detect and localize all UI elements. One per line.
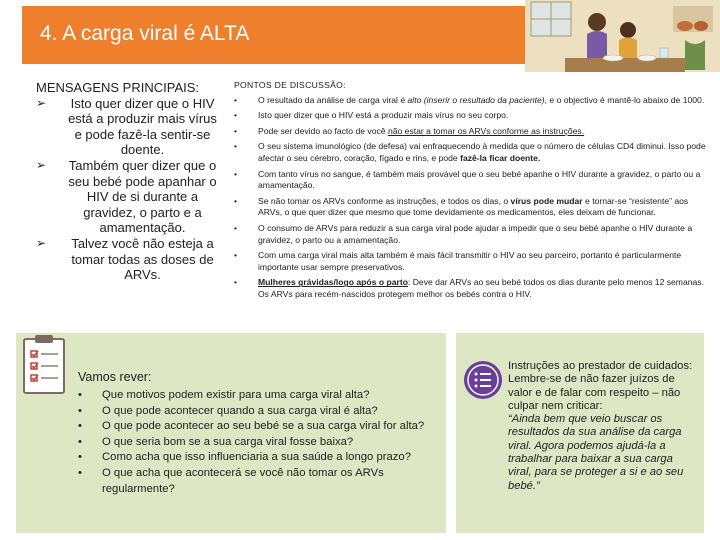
text: Com tanto vírus no sangue, é também mais provável que o seu bebé apanhe o HIV durante a gravidez, o parto ou a amamentação. <box>258 168 701 191</box>
key-messages <box>36 80 221 283</box>
review-item: • Que motivos podem existir para uma carga viral alta? <box>78 388 442 404</box>
discussion-list <box>234 95 712 301</box>
discussion-points <box>234 80 712 305</box>
text: : Deve dar ARVs ao seu bebé todos os dias durante pelo menos 12 semanas. Os ARVs para recém-nascidos protegem melhor os bebés contra o HIV. <box>258 277 704 299</box>
text: Isto quer dizer que o HIV está a produzir mais vírus no seu corpo. <box>258 110 509 121</box>
review-item: • O que pode acontecer quando a sua carga viral é alta? <box>78 404 442 420</box>
review-title: Vamos rever: <box>78 370 152 384</box>
list-icon <box>463 360 503 400</box>
key-message-text: Talvez você não esteja a tomar todas as doses de ARVs. <box>71 235 214 283</box>
instructions-text <box>508 360 698 493</box>
arrow-bullet-icon: ➢ <box>36 157 47 172</box>
key-message-text: Também quer dizer que o seu bebé pode apanhar o HIV de si durante a gravidez, o parto e a amamentação. <box>68 157 217 236</box>
review-list <box>78 388 442 497</box>
text: Se não tomar os ARVs conforme as instruções, e todos os dias, o <box>258 195 511 206</box>
arrow-bullet-icon: ➢ <box>36 95 47 110</box>
arrow-bullet-icon: ➢ <box>36 235 47 250</box>
discussion-item <box>234 196 712 219</box>
discussion-item <box>234 110 712 122</box>
text-italic: alto (inserir o resultado da paciente) <box>407 94 545 105</box>
review-item: • Como acha que isso influenciaria a sua saúde a longo prazo? <box>78 450 442 466</box>
text-underlined: não estar a tomar os ARVs conforme as instruções. <box>387 125 585 136</box>
review-item: • O que seria bom se a sua carga viral fosse baixa? <box>78 435 442 451</box>
discussion-item <box>234 223 712 246</box>
discussion-item <box>234 277 712 300</box>
text-bold: fazê-la ficar doente. <box>460 152 541 163</box>
mother-child-meal-illustration <box>525 0 720 72</box>
text-bold-underlined: Mulheres grávidas/logo após o parto <box>258 277 408 288</box>
clipboard-checklist-icon <box>22 333 66 395</box>
discussion-item <box>234 250 712 273</box>
key-messages-title: MENSAGENS PRINCIPAIS: <box>36 80 200 95</box>
key-message-item <box>36 158 221 236</box>
discussion-item <box>234 126 712 138</box>
text: e tornar-se “resistente” aos ARVs, o que quer dizer que mesmo que tome devidamente os medicamentos, eles deixam de funcionar. <box>258 195 689 218</box>
instructions-quote: “Ainda bem que veio buscar os resultados da sua análise da carga viral. Agora podemos ajudá-la a trabalhar para baixar a sua carga viral, para se proteger a si e ao seu bebé.” <box>508 413 684 492</box>
text: O consumo de ARVs para reduzir a sua carga viral pode ajudar a impedir que o seu bebé apanhe o HIV durante a gravidez, o parto ou a amamentação. <box>258 222 693 245</box>
discussion-item <box>234 95 712 107</box>
review-item: • O que pode acontecer ao seu bebé se a sua carga viral for alta? <box>78 419 442 435</box>
instructions-body: Lembre-se de não fazer juízos de valor e de falar com respeito – não culpar nem criticar: <box>508 373 681 412</box>
discussion-title: PONTOS DE DISCUSSÃO: <box>234 80 346 90</box>
key-message-item <box>36 236 221 283</box>
text: O resultado da análise de carga viral é <box>258 94 408 105</box>
key-message-text: Isto quer dizer que o HIV está a produzir mais vírus e pode fazê-la sentir-se doente. <box>68 95 217 158</box>
text: , e o objectivo é mantê-lo abaixo de 1000. <box>544 94 705 105</box>
key-message-item <box>36 96 221 158</box>
page-title: 4. A carga viral é ALTA <box>40 22 250 45</box>
text-bold: vírus pode mudar <box>510 195 583 206</box>
instructions-title: Instruções ao prestador de cuidados: <box>508 360 693 372</box>
text: Com uma carga viral mais alta também é mais fácil transmitir o HIV ao seu parceiro, portanto é particularmente importante usar sempre preservativos. <box>258 250 682 272</box>
text: O seu sistema imunológico (de defesa) vai enfraquecendo à medida que o número de células CD4 diminui. Isso pode afectar o seu cérebro, coração, fígado e rins, e pode <box>258 141 706 163</box>
text: Pode ser devido ao facto de você <box>258 125 388 136</box>
discussion-item <box>234 169 712 192</box>
discussion-item <box>234 141 712 164</box>
review-item: • O que acha que acontecerá se você não tomar os ARVs regularmente? <box>78 466 442 497</box>
